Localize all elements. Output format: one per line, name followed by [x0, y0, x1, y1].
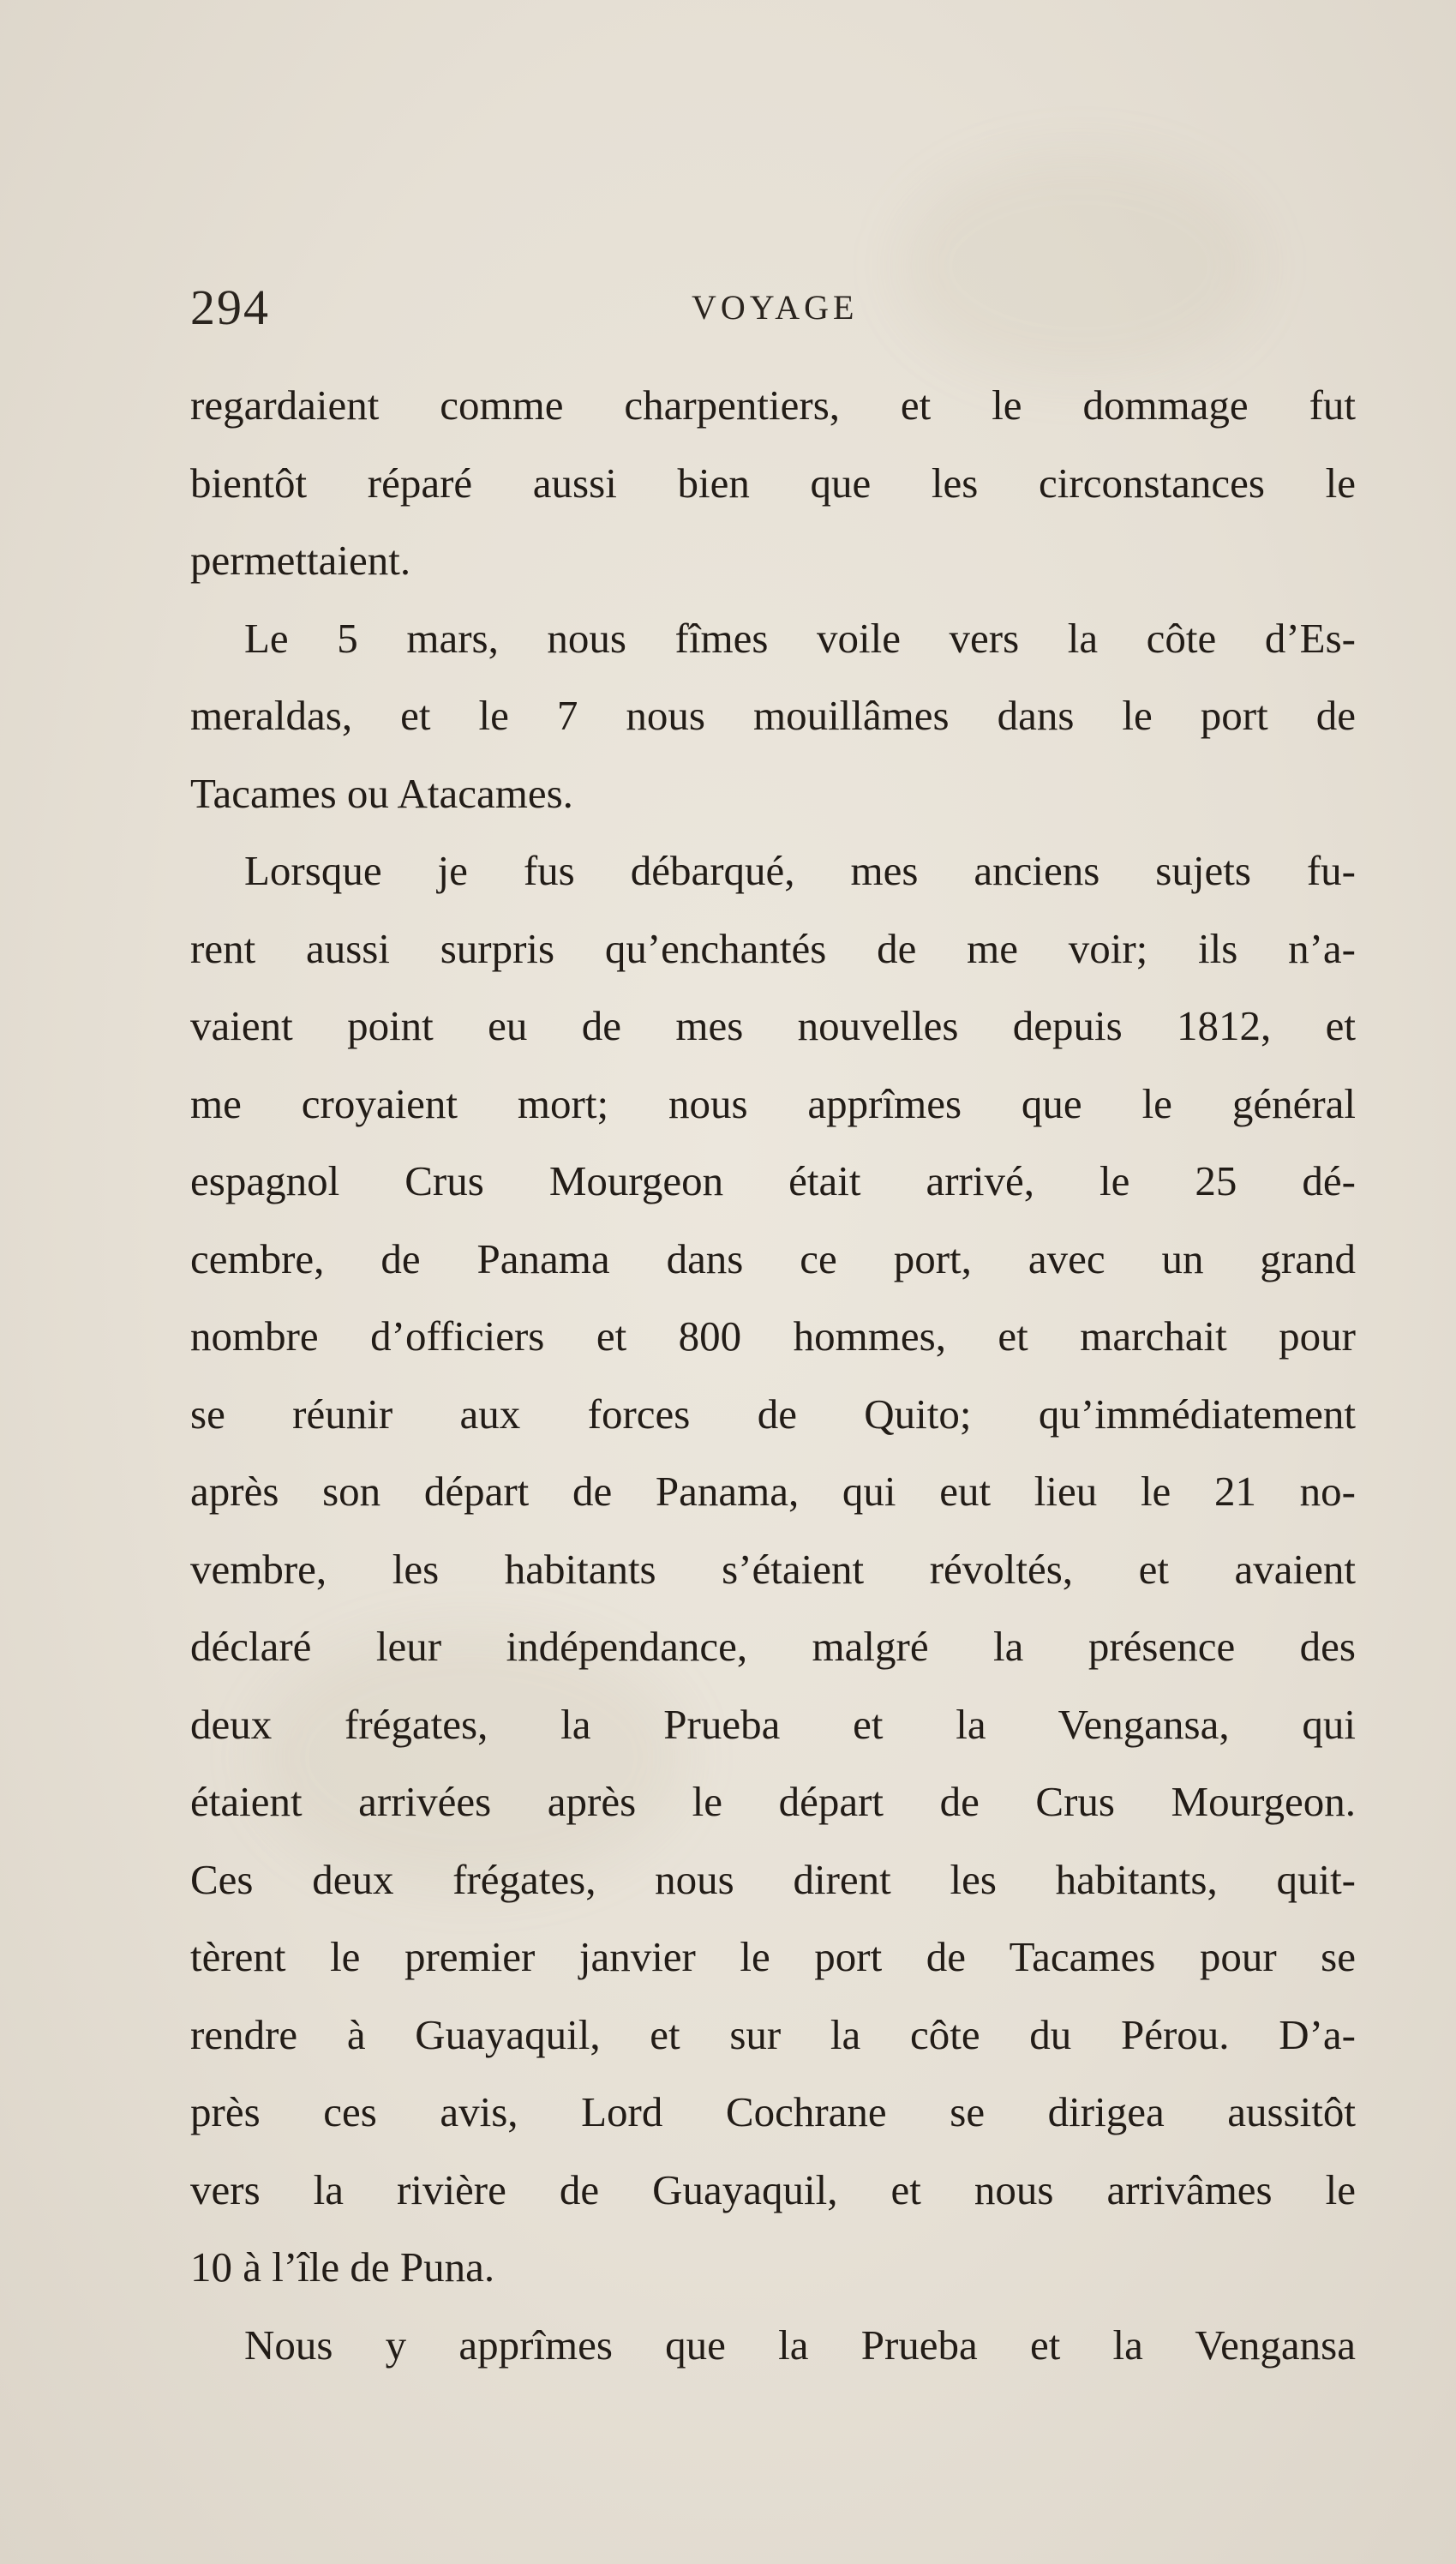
text-line: rent aussi surpris qu’enchantés de me voir; ils n’a-	[190, 924, 1356, 972]
page-header	[190, 279, 1356, 335]
text-line: étaient arrivées après le départ de Crus Mourgeon.	[190, 1778, 1356, 1825]
text-line: Nous y apprîmes que la Prueba et la Vengansa	[244, 2321, 1356, 2369]
text-line: vers la rivière de Guayaquil, et nous arrivâmes le	[190, 2165, 1356, 2213]
text-line: 10 à l’île de Puna.	[190, 2243, 495, 2291]
paper-stain	[900, 154, 1260, 377]
text-line: Le 5 mars, nous fîmes voile vers la côte d’Es-	[244, 614, 1356, 662]
text-line: cembre, de Panama dans ce port, avec un grand	[190, 1234, 1356, 1282]
text-line: se réunir aux forces de Quito; qu’immédiatement	[190, 1390, 1356, 1438]
text-line: après son départ de Panama, qui eut lieu le 21 no-	[190, 1468, 1356, 1515]
text-line: me croyaient mort; nous apprîmes que le général	[190, 1079, 1356, 1127]
text-line: vembre, les habitants s’étaient révoltés, et avaient	[190, 1545, 1356, 1593]
text-line: vaient point eu de mes nouvelles depuis 1812, et	[190, 1002, 1356, 1049]
text-line: Ces deux frégates, nous dirent les habitants, quit-	[190, 1855, 1356, 1903]
text-line: regardaient comme charpentiers, et le dommage fut	[190, 381, 1356, 429]
running-head: VOYAGE	[692, 288, 859, 327]
body-text	[190, 367, 1356, 2384]
text-line: près ces avis, Lord Cochrane se dirigea aussitôt	[190, 2088, 1356, 2135]
text-line: permettaient.	[190, 537, 411, 584]
text-line: tèrent le premier janvier le port de Tacames pour se	[190, 1933, 1356, 1980]
text-line: Lorsque je fus débarqué, mes anciens sujets fu-	[244, 847, 1356, 894]
page-number: 294	[190, 279, 270, 335]
text-line: déclaré leur indépendance, malgré la présence des	[190, 1623, 1356, 1670]
text-line: Tacames ou Atacames.	[190, 769, 573, 817]
text-line: meraldas, et le 7 nous mouillâmes dans le port de	[190, 692, 1356, 739]
text-line: bientôt réparé aussi bien que les circonstances le	[190, 459, 1356, 507]
text-line: deux frégates, la Prueba et la Vengansa, qui	[190, 1700, 1356, 1748]
text-line: nombre d’officiers et 800 hommes, et marchait pour	[190, 1312, 1356, 1360]
text-line: espagnol Crus Mourgeon était arrivé, le 25 dé-	[190, 1157, 1356, 1204]
text-line: rendre à Guayaquil, et sur la côte du Pérou. D’a-	[190, 2010, 1356, 2058]
